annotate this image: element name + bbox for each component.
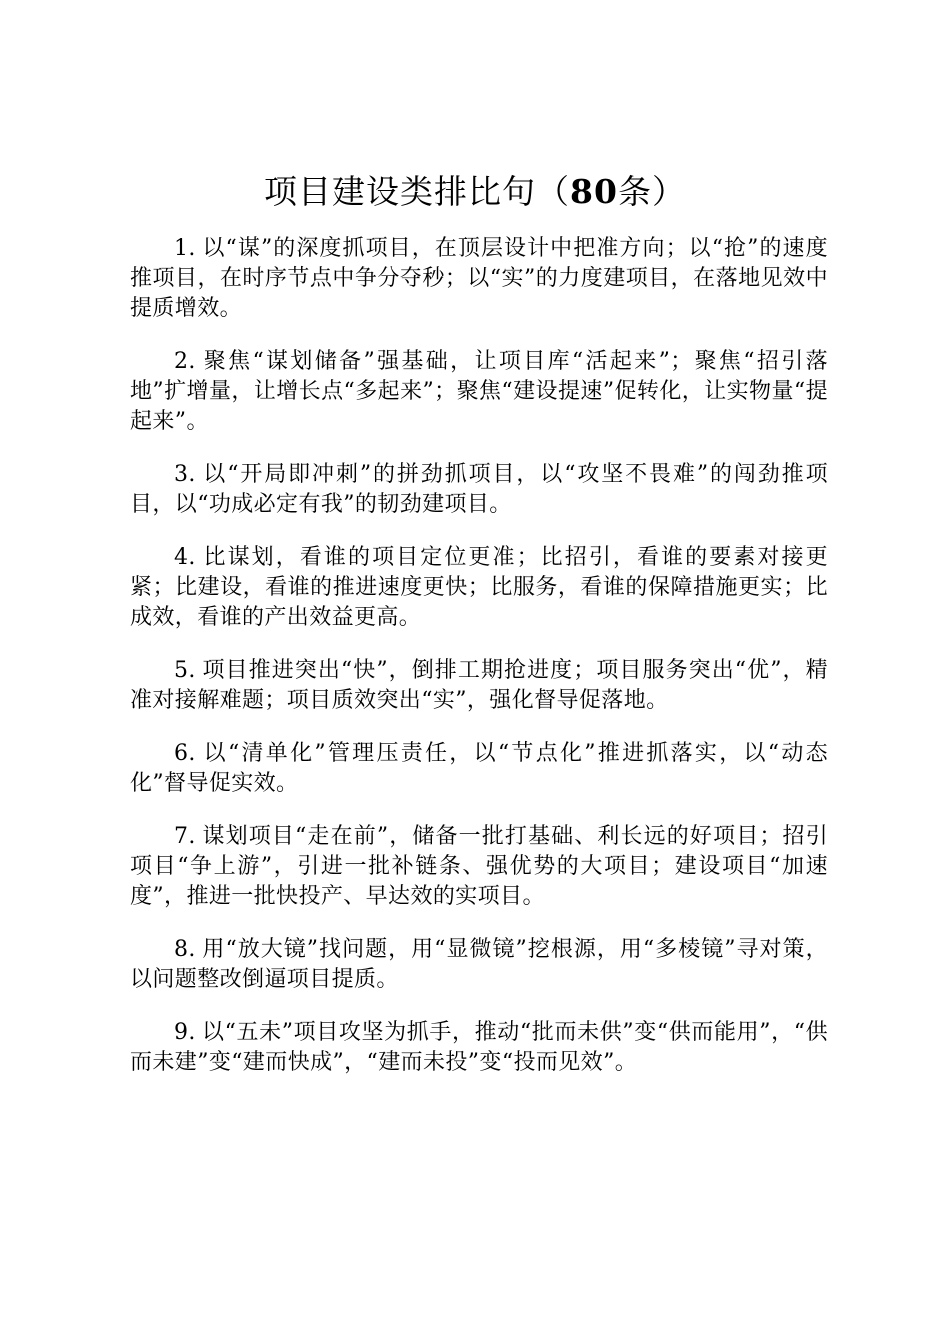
- item-text: 以“清单化”管理压责任，以“节点化”推进抓落实，以“动态化”督导促实效。: [130, 741, 828, 796]
- sentence-item: [130, 460, 828, 520]
- item-number: 2.: [174, 349, 196, 374]
- sentence-item: [130, 347, 828, 437]
- item-text: 聚焦“谋划储备”强基础，让项目库“活起来”；聚焦“招引落地”扩增量，让增长点“多起来”；聚焦“建设提速”促转化，让实物量“提起来”。: [130, 349, 828, 434]
- item-text: 比谋划，看谁的项目定位更准；比招引，看谁的要素对接更紧；比建设，看谁的推进速度更快；比服务，看谁的保障措施更实；比成效，看谁的产出效益更高。: [130, 545, 828, 630]
- sentence-item: [130, 543, 828, 633]
- item-text: 以“五未”项目攻坚为抓手，推动“批而未供”变“供而能用”，“供而未建”变“建而快成”，“建而未投”变“投而见效”。: [130, 1020, 828, 1075]
- sentence-item: [130, 1018, 828, 1078]
- title-prefix: 项目建设类排比句（: [264, 172, 571, 211]
- sentence-item: [130, 739, 828, 799]
- item-text: 以“谋”的深度抓项目，在顶层设计中把准方向；以“抢”的速度推项目，在时序节点中争分夺秒；以“实”的力度建项目，在落地见效中提质增效。: [130, 236, 828, 321]
- item-number: 6.: [174, 741, 196, 766]
- title-suffix: 条）: [617, 172, 686, 211]
- item-text: 以“开局即冲刺”的拼劲抓项目，以“攻坚不畏难”的闯劲推项目，以“功成必定有我”的韧劲建项目。: [130, 462, 828, 517]
- item-text: 用“放大镜”找问题，用“显微镜”挖根源，用“多棱镜”寻对策，以问题整改倒逼项目提质。: [130, 937, 828, 992]
- item-number: 3.: [174, 462, 196, 487]
- item-number: 8.: [174, 937, 196, 962]
- sentence-item: [130, 822, 828, 912]
- sentence-item: [130, 656, 828, 716]
- sentence-item: [130, 935, 828, 995]
- item-text: 谋划项目“走在前”，储备一批打基础、利长远的好项目；招引项目“争上游”，引进一批补链条、强优势的大项目；建设项目“加速度”，推进一批快投产、早达效的实项目。: [130, 824, 828, 909]
- item-number: 1.: [174, 236, 196, 261]
- item-number: 7.: [174, 824, 196, 849]
- sentence-list: [130, 234, 828, 1101]
- title-number: 80: [570, 172, 618, 211]
- sentence-item: [130, 234, 828, 324]
- item-text: 项目推进突出“快”，倒排工期抢进度；项目服务突出“优”，精准对接解难题；项目质效突出“实”，强化督导促落地。: [130, 658, 828, 713]
- item-number: 4.: [174, 545, 196, 570]
- document-title: [0, 170, 950, 214]
- item-number: 5.: [174, 658, 196, 683]
- item-number: 9.: [174, 1020, 196, 1045]
